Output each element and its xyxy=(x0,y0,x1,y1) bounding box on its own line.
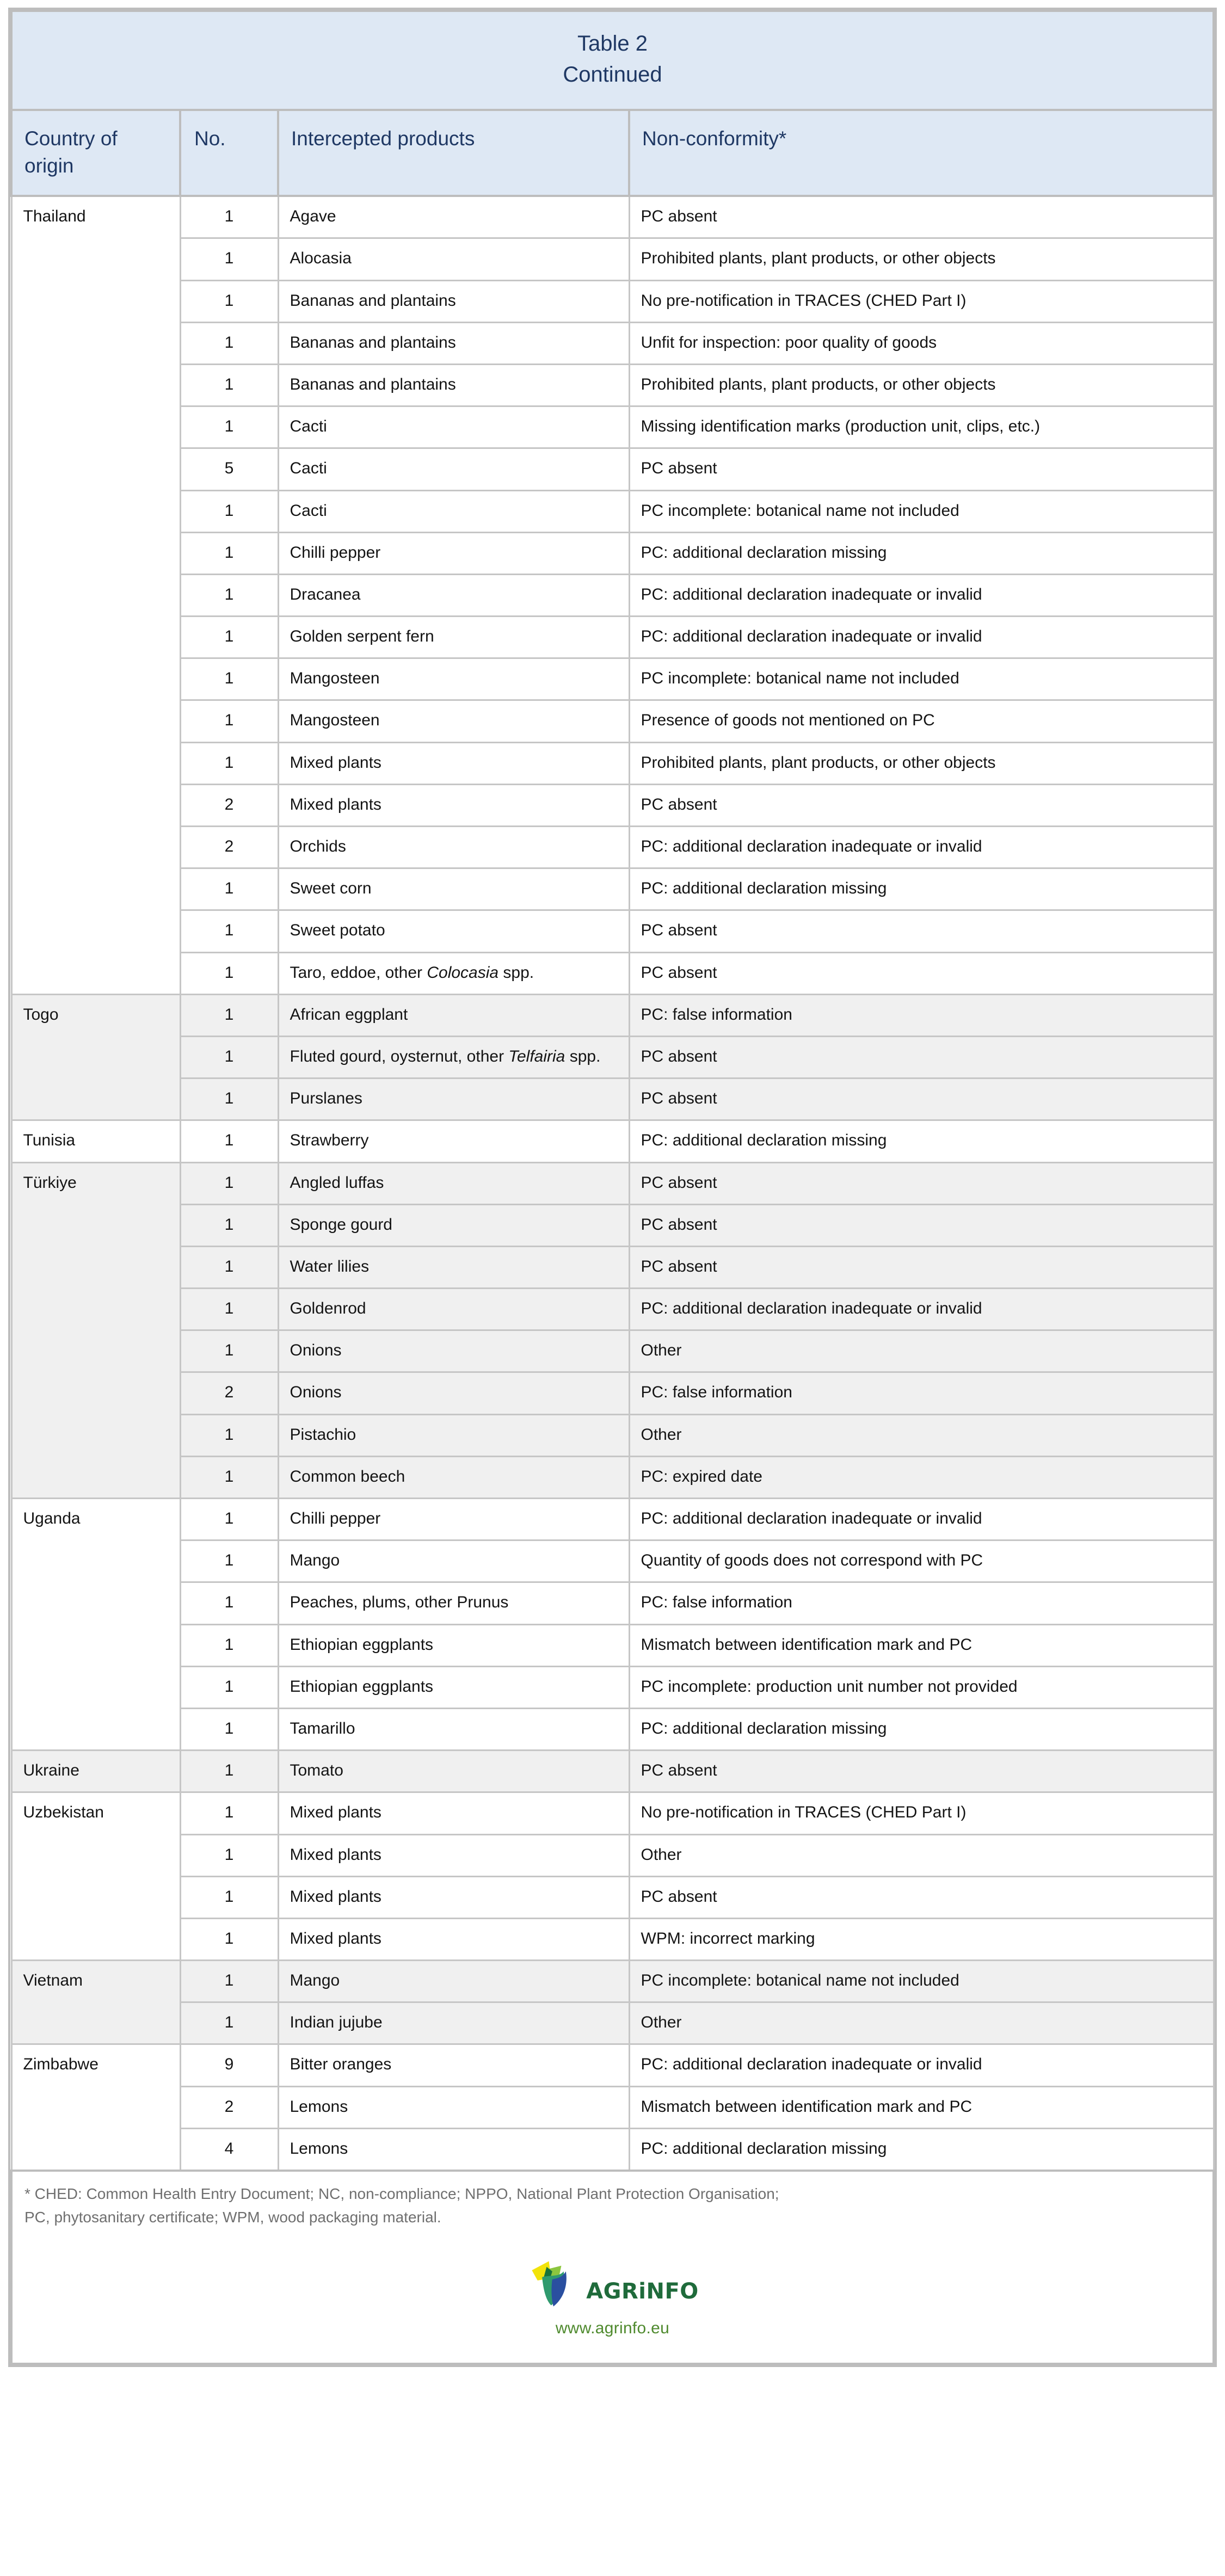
cell-count: 1 xyxy=(180,700,278,742)
table-row xyxy=(11,1162,1214,1204)
cell-nonconformity: PC: additional declaration missing xyxy=(629,1708,1214,1750)
cell-count: 1 xyxy=(180,868,278,910)
cell-count: 1 xyxy=(180,658,278,700)
table-row xyxy=(11,2002,1214,2044)
table-row xyxy=(11,1792,1214,1834)
cell-nonconformity: PC: false information xyxy=(629,1372,1214,1414)
cell-product: Purslanes xyxy=(278,1079,629,1120)
cell-nonconformity: PC: additional declaration inadequate or invalid xyxy=(629,827,1214,868)
cell-count: 9 xyxy=(180,2044,278,2086)
table-title-continued: Continued xyxy=(563,62,662,87)
table-row xyxy=(11,1246,1214,1288)
cell-product: Mixed plants xyxy=(278,742,629,784)
table-body xyxy=(11,196,1214,2171)
cell-country: Ukraine xyxy=(11,1751,180,1792)
footnote-text xyxy=(24,2183,1201,2229)
cell-product: Sweet corn xyxy=(278,868,629,910)
cell-count: 1 xyxy=(180,1961,278,2002)
cell-count: 1 xyxy=(180,196,278,238)
cell-count: 1 xyxy=(180,1120,278,1162)
cell-product: Mangosteen xyxy=(278,658,629,700)
table-row xyxy=(11,574,1214,616)
cell-product: Onions xyxy=(278,1330,629,1372)
cell-product: Water lilies xyxy=(278,1246,629,1288)
cell-nonconformity: PC incomplete: botanical name not included xyxy=(629,658,1214,700)
column-header-products: Intercepted products xyxy=(278,110,629,196)
table-row xyxy=(11,952,1214,994)
cell-product: Peaches, plums, other Prunus xyxy=(278,1582,629,1624)
cell-count: 1 xyxy=(180,994,278,1036)
cell-count: 1 xyxy=(180,406,278,448)
cell-product: African eggplant xyxy=(278,994,629,1036)
cell-country: Uganda xyxy=(11,1499,180,1751)
cell-nonconformity: PC: additional declaration inadequate or invalid xyxy=(629,617,1214,658)
cell-count: 1 xyxy=(180,1666,278,1708)
footnote-row xyxy=(11,2171,1214,2364)
cell-nonconformity: PC: additional declaration missing xyxy=(629,868,1214,910)
cell-product: Sponge gourd xyxy=(278,1204,629,1246)
cell-nonconformity: PC incomplete: botanical name not included xyxy=(629,490,1214,532)
footnote-line-1: * CHED: Common Health Entry Document; NC, non-compliance; NPPO, National Plant Protection Organisation; xyxy=(24,2185,779,2203)
cell-product: Mixed plants xyxy=(278,1918,629,1960)
agrinfo-footer xyxy=(498,2254,727,2338)
cell-count: 1 xyxy=(180,742,278,784)
table-row xyxy=(11,994,1214,1036)
cell-nonconformity: Unfit for inspection: poor quality of goods xyxy=(629,322,1214,364)
cell-nonconformity: Mismatch between identification mark and PC xyxy=(629,2086,1214,2128)
cell-product: Mixed plants xyxy=(278,784,629,826)
table-row xyxy=(11,1624,1214,1666)
cell-nonconformity: PC absent xyxy=(629,1162,1214,1204)
cell-count: 1 xyxy=(180,1162,278,1204)
cell-nonconformity: PC incomplete: production unit number not provided xyxy=(629,1666,1214,1708)
cell-nonconformity: PC absent xyxy=(629,1751,1214,1792)
cell-nonconformity: PC: false information xyxy=(629,994,1214,1036)
cell-nonconformity: PC absent xyxy=(629,1036,1214,1078)
cell-nonconformity: PC absent xyxy=(629,1876,1214,1918)
cell-count: 1 xyxy=(180,1246,278,1288)
cell-product: Mixed plants xyxy=(278,1834,629,1876)
cell-nonconformity: PC: additional declaration inadequate or invalid xyxy=(629,1289,1214,1330)
cell-nonconformity: Missing identification marks (production unit, clips, etc.) xyxy=(629,406,1214,448)
cell-product: Mangosteen xyxy=(278,700,629,742)
cell-product: Ethiopian eggplants xyxy=(278,1666,629,1708)
cell-product: Pistachio xyxy=(278,1414,629,1456)
table-row xyxy=(11,1456,1214,1498)
table-row xyxy=(11,1414,1214,1456)
table-row xyxy=(11,1372,1214,1414)
cell-count: 1 xyxy=(180,1834,278,1876)
table-row xyxy=(11,1751,1214,1792)
table-row xyxy=(11,1330,1214,1372)
cell-product: Chilli pepper xyxy=(278,1499,629,1540)
cell-count: 1 xyxy=(180,1918,278,1960)
column-header-row xyxy=(11,110,1214,196)
cell-product: Tamarillo xyxy=(278,1708,629,1750)
cell-nonconformity: PC absent xyxy=(629,1204,1214,1246)
table-row xyxy=(11,1666,1214,1708)
cell-country: Uzbekistan xyxy=(11,1792,180,1961)
cell-country: Thailand xyxy=(11,196,180,994)
table-title-main: Table 2 xyxy=(577,32,648,56)
cell-nonconformity: Prohibited plants, plant products, or other objects xyxy=(629,742,1214,784)
cell-nonconformity: No pre-notification in TRACES (CHED Part I) xyxy=(629,280,1214,322)
cell-count: 1 xyxy=(180,1079,278,1120)
cell-product: Fluted gourd, oysternut, other Telfairia spp. xyxy=(278,1036,629,1078)
agrinfo-wordmark: AGRiNFO xyxy=(586,2279,699,2304)
table-row xyxy=(11,827,1214,868)
cell-nonconformity: PC: additional declaration missing xyxy=(629,2128,1214,2171)
cell-nonconformity: Other xyxy=(629,2002,1214,2044)
cell-count: 2 xyxy=(180,1372,278,1414)
table-row xyxy=(11,196,1214,238)
cell-nonconformity: PC: additional declaration missing xyxy=(629,532,1214,574)
cell-count: 5 xyxy=(180,448,278,490)
table-row xyxy=(11,1876,1214,1918)
cell-count: 2 xyxy=(180,827,278,868)
cell-count: 1 xyxy=(180,1330,278,1372)
cell-product: Onions xyxy=(278,1372,629,1414)
cell-nonconformity: PC absent xyxy=(629,1079,1214,1120)
cell-nonconformity: Presence of goods not mentioned on PC xyxy=(629,700,1214,742)
cell-count: 1 xyxy=(180,574,278,616)
agrinfo-url: www.agrinfo.eu xyxy=(555,2319,670,2338)
cell-nonconformity: PC absent xyxy=(629,784,1214,826)
table-row xyxy=(11,742,1214,784)
table-row xyxy=(11,658,1214,700)
cell-product: Bananas and plantains xyxy=(278,280,629,322)
cell-product: Mango xyxy=(278,1961,629,2002)
title-row xyxy=(11,11,1214,110)
cell-country: Türkiye xyxy=(11,1162,180,1499)
cell-product: Lemons xyxy=(278,2086,629,2128)
cell-count: 1 xyxy=(180,280,278,322)
cell-product: Mixed plants xyxy=(278,1792,629,1834)
table-row xyxy=(11,1036,1214,1078)
cell-count: 1 xyxy=(180,1499,278,1540)
cell-country: Zimbabwe xyxy=(11,2044,180,2171)
cell-product: Bitter oranges xyxy=(278,2044,629,2086)
table-row xyxy=(11,322,1214,364)
table-row xyxy=(11,490,1214,532)
cell-nonconformity: PC: expired date xyxy=(629,1456,1214,1498)
table-row xyxy=(11,1961,1214,2002)
cell-nonconformity: Prohibited plants, plant products, or other objects xyxy=(629,238,1214,280)
cell-nonconformity: PC: additional declaration missing xyxy=(629,1120,1214,1162)
cell-count: 1 xyxy=(180,1036,278,1078)
cell-count: 1 xyxy=(180,1751,278,1792)
cell-product: Lemons xyxy=(278,2128,629,2171)
agrinfo-leaf-icon xyxy=(526,2254,583,2311)
table-row xyxy=(11,1079,1214,1120)
cell-nonconformity: Mismatch between identification mark and PC xyxy=(629,1624,1214,1666)
cell-count: 1 xyxy=(180,1708,278,1750)
cell-count: 1 xyxy=(180,238,278,280)
cell-count: 1 xyxy=(180,532,278,574)
cell-product: Orchids xyxy=(278,827,629,868)
table-head xyxy=(11,11,1214,196)
cell-product: Cacti xyxy=(278,406,629,448)
table-row xyxy=(11,700,1214,742)
cell-product: Tomato xyxy=(278,1751,629,1792)
cell-count: 1 xyxy=(180,617,278,658)
cell-nonconformity: Other xyxy=(629,1414,1214,1456)
table-row xyxy=(11,364,1214,406)
cell-count: 1 xyxy=(180,1540,278,1582)
table-row xyxy=(11,1289,1214,1330)
table-row xyxy=(11,617,1214,658)
cell-count: 1 xyxy=(180,490,278,532)
cell-product: Sweet potato xyxy=(278,910,629,952)
cell-count: 1 xyxy=(180,1414,278,1456)
cell-nonconformity: PC absent xyxy=(629,910,1214,952)
cell-nonconformity: Other xyxy=(629,1330,1214,1372)
cell-count: 1 xyxy=(180,1624,278,1666)
table-title xyxy=(11,11,1214,110)
cell-product: Ethiopian eggplants xyxy=(278,1624,629,1666)
cell-nonconformity: PC absent xyxy=(629,196,1214,238)
cell-nonconformity: PC absent xyxy=(629,448,1214,490)
table-row xyxy=(11,448,1214,490)
cell-count: 1 xyxy=(180,364,278,406)
cell-product: Angled luffas xyxy=(278,1162,629,1204)
cell-count: 1 xyxy=(180,1582,278,1624)
cell-product: Dracanea xyxy=(278,574,629,616)
cell-nonconformity: PC: additional declaration inadequate or invalid xyxy=(629,1499,1214,1540)
table-row xyxy=(11,868,1214,910)
cell-count: 2 xyxy=(180,784,278,826)
cell-count: 1 xyxy=(180,1792,278,1834)
cell-nonconformity: No pre-notification in TRACES (CHED Part I) xyxy=(629,1792,1214,1834)
table-row xyxy=(11,1582,1214,1624)
table-row xyxy=(11,784,1214,826)
cell-product: Cacti xyxy=(278,490,629,532)
cell-count: 1 xyxy=(180,910,278,952)
cell-nonconformity: PC: additional declaration inadequate or invalid xyxy=(629,2044,1214,2086)
table-row xyxy=(11,532,1214,574)
interceptions-table xyxy=(10,10,1215,2365)
cell-count: 1 xyxy=(180,1289,278,1330)
cell-product: Bananas and plantains xyxy=(278,364,629,406)
cell-count: 1 xyxy=(180,1456,278,1498)
cell-product: Golden serpent fern xyxy=(278,617,629,658)
cell-product: Alocasia xyxy=(278,238,629,280)
cell-product: Agave xyxy=(278,196,629,238)
table-row xyxy=(11,280,1214,322)
table-row xyxy=(11,1204,1214,1246)
cell-count: 1 xyxy=(180,1204,278,1246)
cell-product: Bananas and plantains xyxy=(278,322,629,364)
table-row xyxy=(11,1120,1214,1162)
table-row xyxy=(11,1499,1214,1540)
cell-nonconformity: PC absent xyxy=(629,952,1214,994)
cell-country: Vietnam xyxy=(11,1961,180,2044)
cell-nonconformity: Quantity of goods does not correspond with PC xyxy=(629,1540,1214,1582)
cell-count: 1 xyxy=(180,1876,278,1918)
cell-nonconformity: PC incomplete: botanical name not included xyxy=(629,1961,1214,2002)
cell-count: 2 xyxy=(180,2086,278,2128)
column-header-country: Country of origin xyxy=(11,110,180,196)
cell-product: Chilli pepper xyxy=(278,532,629,574)
table-row xyxy=(11,406,1214,448)
table-row xyxy=(11,2128,1214,2171)
cell-nonconformity: PC: false information xyxy=(629,1582,1214,1624)
cell-product: Common beech xyxy=(278,1456,629,1498)
cell-country: Togo xyxy=(11,994,180,1120)
table-row xyxy=(11,2044,1214,2086)
footnote-line-2: PC, phytosanitary certificate; WPM, wood packaging material. xyxy=(24,2208,441,2226)
cell-country: Tunisia xyxy=(11,1120,180,1162)
cell-product: Indian jujube xyxy=(278,2002,629,2044)
column-header-nonconformity: Non-conformity* xyxy=(629,110,1214,196)
table-row xyxy=(11,2086,1214,2128)
cell-product: Mixed plants xyxy=(278,1876,629,1918)
cell-product: Goldenrod xyxy=(278,1289,629,1330)
cell-product: Cacti xyxy=(278,448,629,490)
cell-count: 4 xyxy=(180,2128,278,2171)
table-row xyxy=(11,1540,1214,1582)
table-container xyxy=(8,8,1217,2367)
column-header-no: No. xyxy=(180,110,278,196)
cell-count: 1 xyxy=(180,322,278,364)
table-row xyxy=(11,910,1214,952)
cell-count: 1 xyxy=(180,952,278,994)
cell-nonconformity: Prohibited plants, plant products, or other objects xyxy=(629,364,1214,406)
table-row xyxy=(11,1708,1214,1750)
footnote-cell xyxy=(11,2171,1214,2364)
cell-nonconformity: PC absent xyxy=(629,1246,1214,1288)
table-foot xyxy=(11,2171,1214,2364)
agrinfo-logo xyxy=(498,2254,727,2312)
cell-product: Strawberry xyxy=(278,1120,629,1162)
cell-nonconformity: WPM: incorrect marking xyxy=(629,1918,1214,1960)
cell-product: Taro, eddoe, other Colocasia spp. xyxy=(278,952,629,994)
cell-product: Mango xyxy=(278,1540,629,1582)
table-row xyxy=(11,238,1214,280)
cell-nonconformity: Other xyxy=(629,1834,1214,1876)
table-row xyxy=(11,1834,1214,1876)
table-row xyxy=(11,1918,1214,1960)
cell-nonconformity: PC: additional declaration inadequate or invalid xyxy=(629,574,1214,616)
cell-count: 1 xyxy=(180,2002,278,2044)
